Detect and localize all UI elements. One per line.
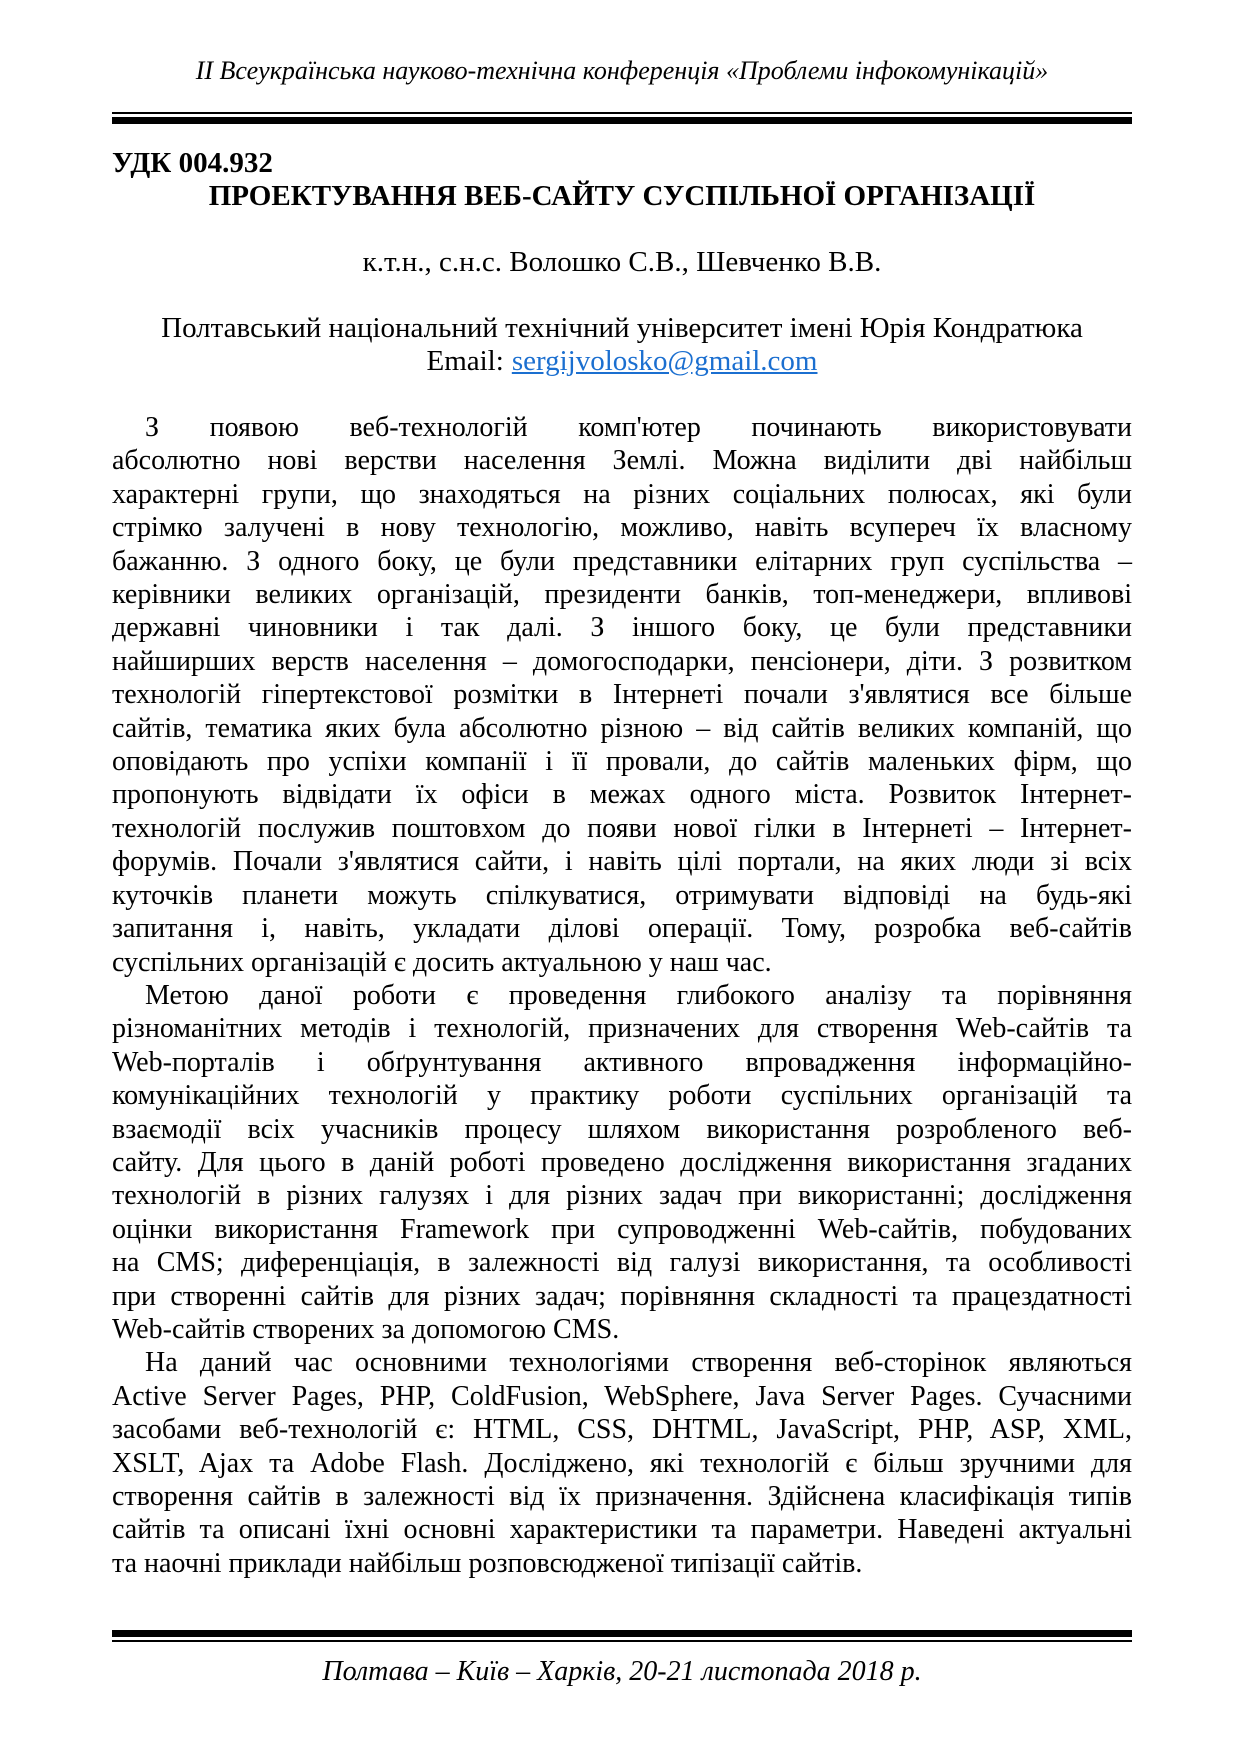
paragraph-line: форумів. Почали з'являтися сайти, і навіть цілі портали, на яких люди зі всіх [112,846,1132,878]
authors-line: к.т.н., с.н.с. Волошко С.В., Шевченко В.В. [362,246,882,278]
paragraph-line: характерні групи, що знаходяться на різних соціальних полюсах, які були [112,478,1132,510]
paragraph-line: технологій гіпертекстової розмітки в Інтернеті почали з'являтися все більше [112,679,1132,711]
spacer [112,279,1132,312]
paragraph-line: Active Server Pages, PHP, ColdFusion, WebSphere, Java Server Pages. Сучасними [112,1380,1132,1412]
paragraph-line: керівники великих організацій, президенти банків, топ-менеджери, впливові [112,579,1132,611]
paragraph-line: державні чиновники і так далі. З іншого боку, це були представники [112,612,1132,644]
paragraph-line: суспільних організацій є досить актуальною у наш час. [112,946,772,978]
paragraph-line: бажанню. З одного боку, це були представники елітарних груп суспільства – [112,545,1132,577]
paragraph-line: на CMS; диференціація, в залежності від галузі використання, та особливості [112,1247,1132,1279]
udc-code: УДК 004.932 [112,147,273,179]
paragraph-line: засобами веб-технологій є: HTML, CSS, DHTML, JavaScript, PHP, ASP, XML, [112,1414,1132,1446]
paragraph-line: Метою даної роботи є проведення глибокого аналізу та порівняння [145,979,1132,1011]
paragraph-line: найширших верств населення – домогосподарки, пенсіонери, діти. З розвитком [112,645,1132,677]
paragraph-line: різноманітних методів і технологій, призначених для створення Web-сайтів та [112,1013,1132,1045]
paragraph-line: сайту. Для цього в даній роботі проведено дослідження використання згаданих [112,1146,1132,1178]
paragraph-line: та наочні приклади найбільш розповсюдженої типізації сайтів. [112,1547,863,1579]
paragraph-line: технологій послужив поштовхом до появи нової гілки в Інтернеті – Інтернет- [112,812,1132,844]
paragraph-line: технологій в різних галузях і для різних задач при використанні; дослідження [112,1180,1132,1212]
paragraph-line: куточків планети можуть спілкуватися, отримувати відповіді на будь-які [112,879,1132,911]
paragraph-line: сайтів та описані їхні основні характеристики та параметри. Наведені актуальні [112,1514,1132,1546]
paragraph-line: абсолютно нові верстви населення Землі. Можна виділити дві найбільш [112,445,1132,477]
affiliation-line: Полтавський національний технічний університет імені Юрія Кондратюка [161,312,1083,344]
paragraph-line: пропонують відвідати їх офіси в межах одного міста. Розвиток Інтернет- [112,779,1132,811]
paragraph-line: З появою веб-технологій комп'ютер починають використовувати [145,412,1132,443]
paragraph-line: На даний час основними технологіями створення веб-сторінок являються [145,1347,1132,1379]
paragraph-line: комунікаційних технологій у практику роботи суспільних організацій та [112,1080,1132,1112]
paragraph-line: Web-порталів і обґрунтування активного впровадження інформаційно- [112,1046,1132,1078]
footer-rule [112,1630,1132,1642]
paragraph-line: взаємодії всіх учасників процесу шляхом використання розробленого веб- [112,1113,1132,1145]
paragraph-line: оповідають про успіхи компанії і її провали, до сайтів маленьких фірм, що [112,746,1132,778]
running-header-conference: ІІ Всеукраїнська науково-технічна конференція «Проблеми інфокомунікацій» [195,56,1049,85]
paragraph-line: при створенні сайтів для різних задач; порівняння складності та працездатності [112,1280,1132,1312]
email-line [112,345,1132,378]
email-link[interactable]: sergijvolosko@gmail.com [511,345,818,377]
paragraph-line: сайтів, тематика яких була абсолютно різною – від сайтів великих компаній, що [112,712,1132,744]
body-paragraphs [112,411,1132,1580]
header-rule [112,112,1132,124]
paragraph-line: стрімко залучені в нову технологію, можливо, навіть всупереч їх власному [112,512,1132,544]
spacer [112,378,1132,411]
paper-title: ПРОЕКТУВАННЯ ВЕБ-САЙТУ СУСПІЛЬНОЇ ОРГАНІЗАЦІЇ [208,180,1036,212]
paragraph-line: оцінки використання Framework при супроводженні Web-сайтів, побудованих [112,1213,1132,1245]
spacer [112,213,1132,246]
paragraph-line: запитання і, навіть, укладати ділові операції. Тому, розробка веб-сайтів [112,913,1132,945]
paragraph-line: Web-сайтів створених за допомогою CMS. [112,1313,620,1345]
paragraph-line: створення сайтів в залежності від їх призначення. Здійснена класифікація типів [112,1481,1132,1512]
paragraph-line: XSLT, Ajax та Adobe Flash. Досліджено, які технологій є більш зручними для [112,1447,1132,1479]
running-footer-location-date: Полтава – Київ – Харків, 20-21 листопада 2018 р. [322,1656,922,1688]
email-label: Email: [426,345,504,377]
